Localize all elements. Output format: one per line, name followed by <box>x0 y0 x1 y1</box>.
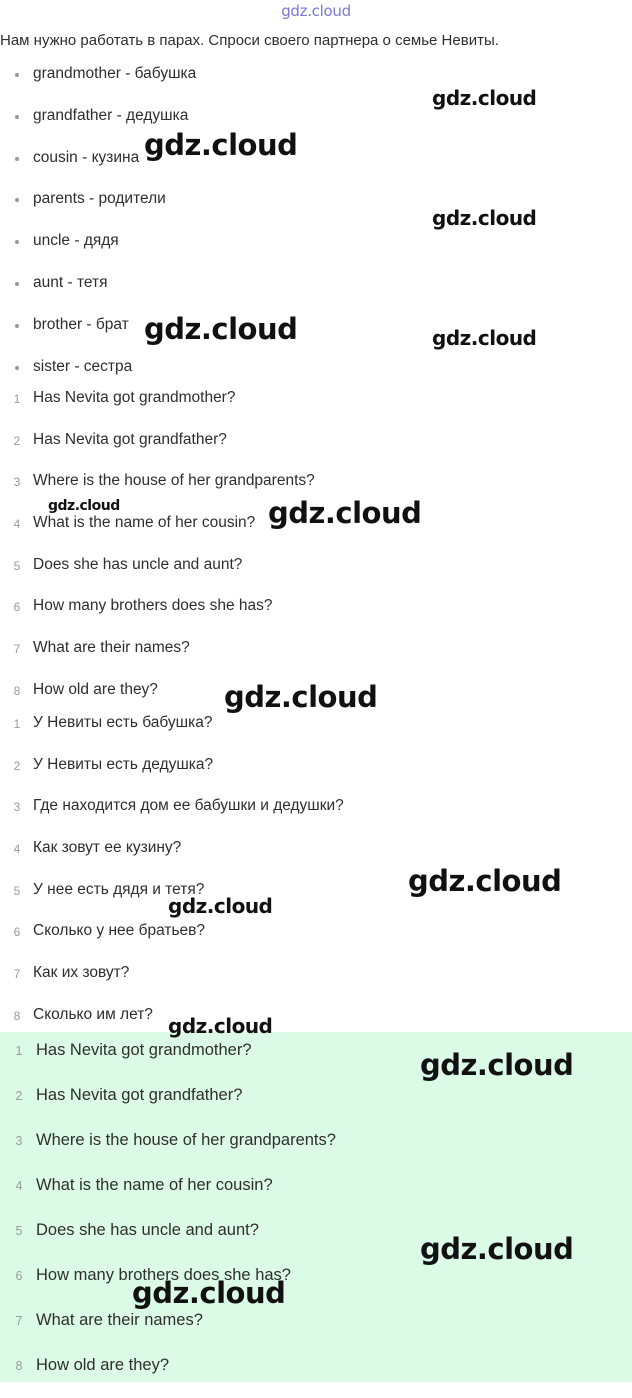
list-item: 2 Has Nevita got grandfather? <box>0 428 632 470</box>
item-number: 8 <box>15 1359 23 1373</box>
list-item: 6 How many brothers does she has? <box>0 594 632 636</box>
item-number: 6 <box>13 600 21 615</box>
item-number: 3 <box>15 1134 23 1148</box>
item-number: 4 <box>13 842 21 857</box>
watermark: gdz.cloud <box>132 1276 286 1310</box>
list-item: 3 Where is the house of her grandparents? <box>0 469 632 511</box>
item-number: 4 <box>13 517 21 532</box>
list-item: 1 Has Nevita got grandmother? <box>0 1038 632 1083</box>
list-item: 5 Does she has uncle and aunt? <box>0 553 632 595</box>
item-number: 8 <box>13 683 21 698</box>
bullet-icon <box>15 366 19 370</box>
list-item: 8 How old are they? <box>0 678 632 720</box>
list-item: 1 У Невиты есть бабушка? <box>0 711 632 753</box>
list-item: 4 Как зовут ее кузину? <box>0 836 632 878</box>
item-number: 2 <box>13 433 21 448</box>
item-number: 1 <box>13 392 21 406</box>
list-item: 5 У нее есть дядя и тетя? <box>0 878 632 920</box>
list-item: 8 How old are they? <box>0 1353 632 1398</box>
vocab-item: uncle - дядя <box>0 229 632 271</box>
item-number: 3 <box>13 475 21 490</box>
item-number: 1 <box>13 717 21 731</box>
vocab-item: brother - брат <box>0 313 632 355</box>
list-item: 7 What are their names? <box>0 1308 632 1353</box>
watermark: gdz.cloud <box>168 1014 273 1038</box>
list-item: 7 Как их зовут? <box>0 961 632 1003</box>
watermark: gdz.cloud <box>268 496 422 530</box>
watermark: gdz.cloud <box>408 864 562 898</box>
bullet-icon <box>15 115 19 119</box>
watermark: gdz.cloud <box>420 1232 574 1266</box>
item-number: 1 <box>15 1044 23 1058</box>
item-number: 5 <box>13 558 21 573</box>
list-item: 6 How many brothers does she has? <box>0 1263 632 1308</box>
item-number: 5 <box>15 1224 23 1238</box>
list-item: 3 Where is the house of her grandparents? <box>0 1128 632 1173</box>
watermark: gdz.cloud <box>144 312 298 346</box>
watermark: gdz.cloud <box>420 1048 574 1082</box>
bullet-icon <box>15 240 19 244</box>
bullet-icon <box>15 324 19 328</box>
item-number: 8 <box>13 1008 21 1023</box>
list-item: 2 Has Nevita got grandfather? <box>0 1083 632 1128</box>
site-logo[interactable]: gdz.cloud <box>281 2 351 20</box>
bullet-icon <box>15 73 19 77</box>
watermark: gdz.cloud <box>48 498 120 514</box>
answer-list <box>0 1038 632 1398</box>
bullet-icon <box>15 157 19 161</box>
watermark: gdz.cloud <box>432 86 537 110</box>
item-number: 6 <box>15 1269 23 1283</box>
list-item: 4 What is the name of her cousin? <box>0 1173 632 1218</box>
task-intro: Нам нужно работать в парах. Спроси своего партнера о семье Невиты. <box>0 32 499 49</box>
item-number: 5 <box>13 883 21 898</box>
vocab-item: grandfather - дедушка <box>0 104 632 146</box>
item-number: 7 <box>13 642 21 657</box>
bullet-icon <box>15 282 19 286</box>
watermark: gdz.cloud <box>224 680 378 714</box>
list-item: 5 Does she has uncle and aunt? <box>0 1218 632 1263</box>
watermark: gdz.cloud <box>432 326 537 350</box>
list-item: 3 Где находится дом ее бабушки и дедушки? <box>0 794 632 836</box>
vocab-item: sister - сестра <box>0 355 632 397</box>
item-number: 7 <box>15 1314 23 1328</box>
vocab-item: cousin - кузина <box>0 146 632 188</box>
item-number: 4 <box>15 1179 23 1193</box>
vocab-item: grandmother - бабушка <box>0 62 632 104</box>
list-item: 4 What is the name of her cousin? <box>0 511 632 553</box>
item-number: 2 <box>13 758 21 773</box>
english-questions-list <box>0 386 632 720</box>
bullet-icon <box>15 198 19 202</box>
item-number: 2 <box>15 1089 23 1103</box>
watermark: gdz.cloud <box>168 894 273 918</box>
item-number: 6 <box>13 925 21 940</box>
vocab-item: aunt - тетя <box>0 271 632 313</box>
list-item: 8 Сколько им лет? <box>0 1003 632 1045</box>
vocabulary-list <box>0 62 632 396</box>
item-number: 7 <box>13 967 21 982</box>
list-item: 7 What are their names? <box>0 636 632 678</box>
answer-box <box>0 1032 632 1382</box>
vocab-item: parents - родители <box>0 187 632 229</box>
watermark: gdz.cloud <box>432 206 537 230</box>
list-item: 1 Has Nevita got grandmother? <box>0 386 632 428</box>
list-item: 6 Сколько у нее братьев? <box>0 919 632 961</box>
item-number: 3 <box>13 800 21 815</box>
list-item: 2 У Невиты есть дедушка? <box>0 753 632 795</box>
watermark: gdz.cloud <box>144 128 298 162</box>
